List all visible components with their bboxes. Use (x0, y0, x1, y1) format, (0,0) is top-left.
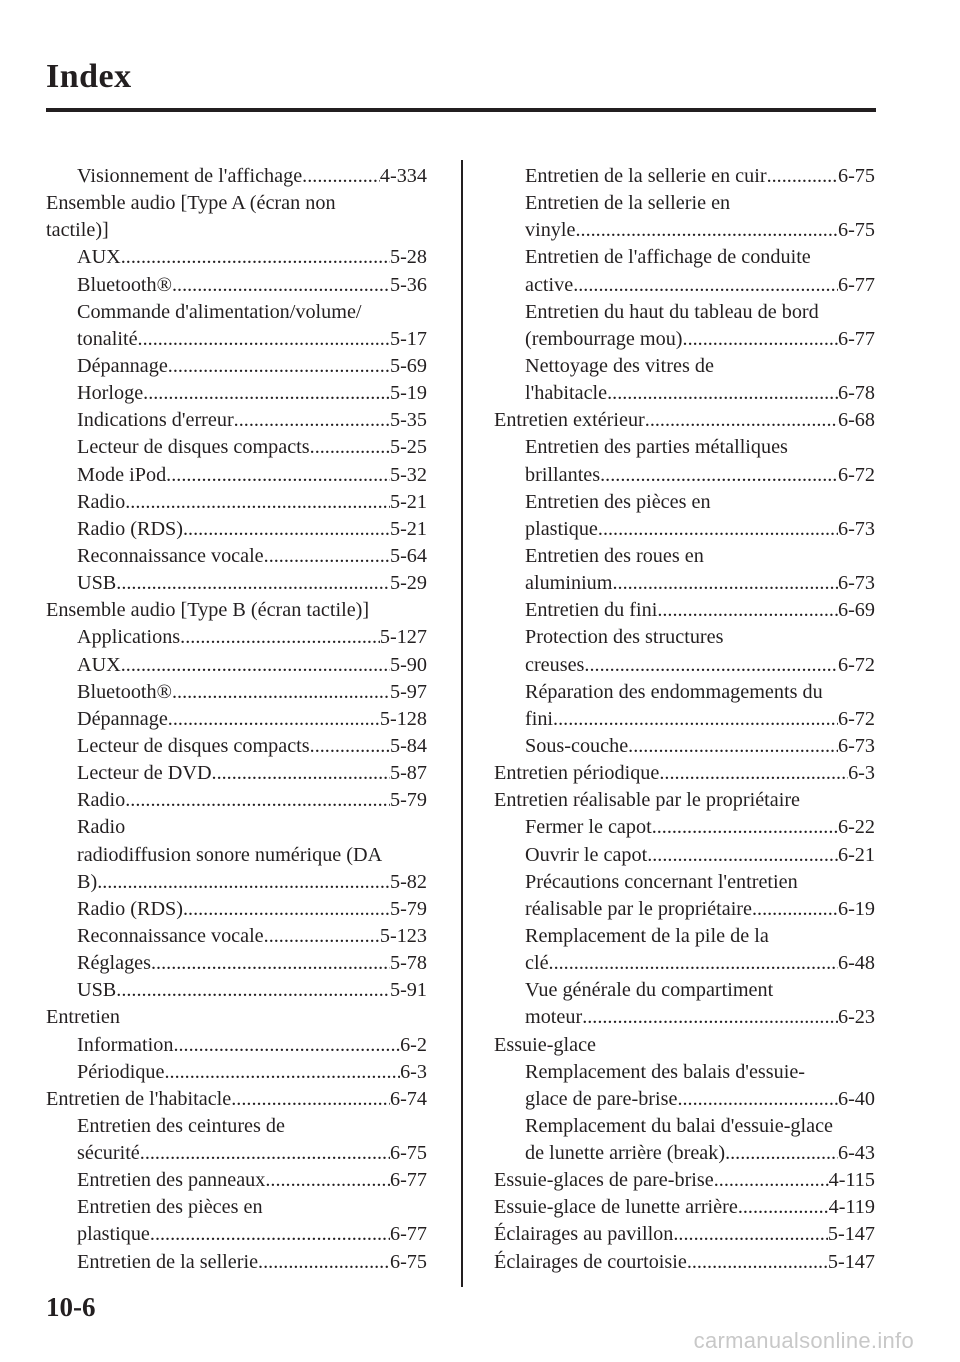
index-entry-page: 6-23 (837, 1006, 875, 1029)
index-entry-text: fini (525, 707, 554, 730)
index-entry (46, 570, 427, 597)
index-entry (494, 407, 875, 434)
dot-leader (150, 1221, 390, 1248)
dot-leader (138, 326, 390, 353)
index-entry (46, 923, 427, 950)
index-entry-text: Commande d'alimentation/volume/ (77, 300, 362, 323)
index-entry (494, 787, 875, 814)
index-entry-page: 6-3 (848, 762, 875, 785)
index-entry (494, 652, 875, 679)
dot-leader (645, 407, 838, 434)
index-entry (494, 1059, 875, 1086)
index-entry (46, 842, 427, 869)
dot-leader (168, 353, 390, 380)
index-entry-text: Radio (77, 789, 126, 812)
index-entry-page: 6-75 (837, 165, 875, 187)
index-entry (46, 1167, 427, 1194)
index-entry-text: réalisable par le propriétaire (525, 897, 752, 920)
index-entry (46, 543, 427, 570)
index-entry (46, 380, 427, 407)
index-entry (46, 760, 427, 787)
dot-leader (121, 244, 390, 271)
dot-leader (652, 814, 838, 841)
index-entry-page: 6-40 (837, 1087, 875, 1110)
index-entry-text: active (525, 273, 574, 296)
index-entry-text: radiodiffusion sonore numérique (DA (77, 843, 383, 866)
index-entry-text: sécurité (77, 1142, 140, 1165)
index-entry-text: Réglages (77, 952, 151, 975)
index-entry-text: Sous-couche (525, 734, 629, 757)
dot-leader (598, 516, 838, 543)
index-entry-page: 6-48 (837, 952, 875, 975)
index-entry (494, 163, 875, 190)
index-entry-text: Vue générale du compartiment (525, 979, 774, 1002)
index-entry (494, 733, 875, 760)
index-entry (494, 977, 875, 1004)
dot-leader (183, 896, 390, 923)
index-entry-text: AUX (77, 653, 121, 676)
index-entry-page: 5-36 (389, 273, 427, 296)
index-entry-text: Éclairages au pavillon (494, 1223, 674, 1246)
index-entry (494, 760, 875, 787)
index-entry-page: 6-68 (837, 409, 875, 432)
index-entry-text: Ensemble audio [Type A (écran non (46, 192, 336, 215)
dot-leader (628, 733, 838, 760)
dot-leader (151, 950, 390, 977)
index-entry (46, 1032, 427, 1059)
index-entry (494, 353, 875, 380)
index-entry-page: 5-147 (827, 1250, 875, 1273)
index-entry (494, 570, 875, 597)
index-entry-text: Entretien extérieur (494, 409, 645, 432)
index-entry-text: plastique (77, 1223, 150, 1246)
index-entry (494, 1004, 875, 1031)
index-entry-text: Dépannage (77, 354, 168, 377)
dot-leader (659, 760, 848, 787)
dot-leader (767, 163, 838, 190)
index-entry-text: Applications (77, 626, 181, 649)
dot-leader (573, 272, 838, 299)
index-entry (494, 1086, 875, 1113)
dot-leader (140, 1140, 390, 1167)
index-entry-text: B) (77, 870, 98, 893)
index-entry (494, 1032, 875, 1059)
index-entry-text: USB (77, 979, 117, 1002)
index-entry (494, 624, 875, 651)
index-entry-page: 5-21 (389, 517, 427, 540)
index-entry (46, 950, 427, 977)
index-entry-page: 4-115 (828, 1169, 875, 1192)
index-entry-text: tactile)] (46, 219, 109, 242)
index-entry-text: Entretien des roues en (525, 544, 704, 567)
index-entry-page: 6-72 (837, 707, 875, 730)
index-entry-text: Entretien périodique (494, 762, 660, 785)
index-entry-page: 5-19 (389, 382, 427, 405)
index-entry (494, 1140, 875, 1167)
index-entry-text: Ouvrir le capot (525, 843, 648, 866)
dot-leader (231, 1086, 390, 1113)
dot-leader (258, 1249, 390, 1276)
index-entry-text: Réparation des endommagements du (525, 680, 823, 703)
index-entry (494, 679, 875, 706)
index-entry-page: 6-3 (400, 1060, 427, 1083)
index-entry (46, 814, 427, 841)
index-entry-text: Radio (77, 816, 126, 839)
index-entry (494, 1167, 875, 1194)
index-entry-text: glace de pare-brise (525, 1087, 678, 1110)
index-entry-text: Reconnaissance vocale (77, 544, 264, 567)
dot-leader (553, 706, 838, 733)
page-title: Index (46, 58, 132, 95)
index-entry (46, 462, 427, 489)
dot-leader (164, 1059, 400, 1086)
index-entry (494, 326, 875, 353)
index-entry-text: Mode iPod (77, 463, 167, 486)
index-entry-text: Ensemble audio [Type B (écran tactile)] (46, 599, 370, 622)
dot-leader (584, 652, 838, 679)
index-entry (46, 896, 427, 923)
index-entry-page: 6-75 (389, 1250, 427, 1273)
dot-leader (683, 326, 838, 353)
index-entry (494, 1221, 875, 1248)
dot-leader (143, 380, 390, 407)
index-entry-page: 5-17 (389, 327, 427, 350)
index-entry (46, 733, 427, 760)
dot-leader (168, 706, 380, 733)
index-entry (46, 1059, 427, 1086)
index-entry-page: 5-78 (389, 952, 427, 975)
index-entry-text: Entretien des panneaux (77, 1169, 266, 1192)
index-entry-text: de lunette arrière (break) (525, 1142, 726, 1165)
index-entry (46, 1194, 427, 1221)
index-entry (494, 597, 875, 624)
index-entry-page: 5-84 (389, 734, 427, 757)
index-entry-text: Lecteur de disques compacts (77, 734, 310, 757)
index-entry-page: 6-72 (837, 463, 875, 486)
index-entry-text: tonalité (77, 327, 138, 350)
index-entry-text: Lecteur de disques compacts (77, 436, 310, 459)
index-entry (494, 434, 875, 461)
index-entry-text: Entretien de l'affichage de conduite (525, 246, 811, 269)
index-entry-text: Radio (RDS) (77, 517, 183, 540)
index-entry-page: 5-25 (389, 436, 427, 459)
index-entry (494, 190, 875, 217)
index-entry (46, 1086, 427, 1113)
index-entry (46, 679, 427, 706)
index-entry (494, 244, 875, 271)
index-entry (494, 462, 875, 489)
dot-leader (116, 570, 390, 597)
index-entry-page: 6-72 (837, 653, 875, 676)
index-entry-text: Remplacement du balai d'essuie-glace (525, 1114, 834, 1137)
index-entry-text: Nettoyage des vitres de (525, 354, 714, 377)
index-entry (46, 624, 427, 651)
index-entry (46, 1113, 427, 1140)
dot-leader (264, 923, 380, 950)
dot-leader (172, 272, 390, 299)
index-entry-page: 6-77 (837, 327, 875, 350)
index-entry-text: Bluetooth® (77, 273, 172, 296)
index-entry-text: Bluetooth® (77, 680, 172, 703)
index-entry-text: Entretien de la sellerie (77, 1250, 259, 1273)
index-entry-text: Dépannage (77, 707, 168, 730)
index-entry-text: Remplacement des balais d'essuie- (525, 1060, 806, 1083)
index-entry (46, 1140, 427, 1167)
index-entry-text: Entretien des pièces en (525, 490, 711, 513)
header-rule (46, 108, 876, 112)
index-entry (46, 244, 427, 271)
dot-leader (125, 787, 390, 814)
index-entry (494, 869, 875, 896)
index-entry (46, 977, 427, 1004)
dot-leader (265, 1167, 390, 1194)
index-entry-page: 5-28 (389, 246, 427, 269)
index-entry (46, 434, 427, 461)
dot-leader (121, 652, 390, 679)
index-entry-page: 6-21 (837, 843, 875, 866)
index-entry-page: 6-73 (837, 572, 875, 595)
index-entry-page: 6-43 (837, 1142, 875, 1165)
dot-leader (125, 489, 390, 516)
dot-leader (166, 462, 390, 489)
index-entry-text: Information (77, 1033, 174, 1056)
index-entry-page: 4-119 (828, 1196, 875, 1219)
dot-leader (687, 1249, 828, 1276)
index-entry (46, 489, 427, 516)
dot-leader (657, 597, 838, 624)
index-entry (46, 190, 427, 217)
index-entry (46, 1249, 427, 1276)
watermark: carmanualsonline.info (693, 1328, 914, 1353)
index-entry-text: moteur (525, 1006, 583, 1029)
index-entry-text: Lecteur de DVD (77, 762, 212, 785)
index-entry-page: 5-79 (389, 789, 427, 812)
index-column-left (46, 163, 427, 1276)
dot-leader (607, 380, 838, 407)
index-entry (46, 652, 427, 679)
index-entry-text: Entretien des pièces en (77, 1196, 263, 1219)
index-entry-page: 5-82 (389, 870, 427, 893)
index-entry-text: Essuie-glaces de pare-brise (494, 1169, 714, 1192)
index-entry (494, 217, 875, 244)
index-entry (494, 814, 875, 841)
dot-leader (173, 1032, 400, 1059)
index-entry (46, 1221, 427, 1248)
index-entry-page: 5-90 (389, 653, 427, 676)
dot-leader (600, 462, 838, 489)
column-divider (461, 160, 463, 1287)
index-entry (46, 516, 427, 543)
index-entry (494, 299, 875, 326)
index-entry (46, 869, 427, 896)
index-entry-page: 5-128 (379, 707, 427, 730)
dot-leader (647, 842, 838, 869)
index-entry-text: Entretien de la sellerie en (525, 192, 731, 215)
index-entry-page: 6-69 (837, 599, 875, 622)
index-entry-page: 5-91 (389, 979, 427, 1002)
index-entry-text: Horloge (77, 382, 144, 405)
dot-leader (310, 733, 390, 760)
index-entry-text: Essuie-glace de lunette arrière (494, 1196, 738, 1219)
index-entry-page: 6-22 (837, 816, 875, 839)
dot-leader (738, 1194, 829, 1221)
index-entry-text: clé (525, 952, 549, 975)
index-entry (494, 543, 875, 570)
index-entry-text: Entretien de l'habitacle (46, 1087, 232, 1110)
index-entry (46, 326, 427, 353)
dot-leader (172, 679, 390, 706)
index-entry (494, 842, 875, 869)
index-entry-page: 6-77 (837, 273, 875, 296)
dot-leader (549, 950, 838, 977)
index-entry (46, 163, 427, 190)
index-entry-text: Visionnement de l'affichage (77, 165, 303, 187)
index-entry-text: vinyle (525, 219, 576, 242)
index-entry (494, 896, 875, 923)
index-entry-text: Périodique (77, 1060, 165, 1083)
index-entry (46, 407, 427, 434)
index-entry-text: aluminium (525, 572, 613, 595)
index-entry-page: 6-77 (389, 1223, 427, 1246)
index-entry-text: l'habitacle (525, 382, 608, 405)
index-entry (494, 950, 875, 977)
dot-leader (752, 896, 838, 923)
index-entry-text: brillantes (525, 463, 601, 486)
index-entry-text: Précautions concernant l'entretien (525, 870, 798, 893)
index-entry (46, 787, 427, 814)
index-entry-page: 6-73 (837, 517, 875, 540)
index-entry-text: Entretien des ceintures de (77, 1114, 285, 1137)
dot-leader (264, 543, 390, 570)
index-entry-page: 5-123 (379, 924, 427, 947)
index-column-right (494, 163, 875, 1276)
index-entry-text: Radio (77, 490, 126, 513)
index-entry-page: 5-147 (827, 1223, 875, 1246)
index-entry (46, 272, 427, 299)
index-entry-page: 6-73 (837, 734, 875, 757)
index-entry-text: Fermer le capot (525, 816, 652, 839)
index-entry-text: Radio (RDS) (77, 897, 183, 920)
dot-leader (97, 869, 390, 896)
index-entry (46, 217, 427, 244)
dot-leader (612, 570, 838, 597)
index-entry-text: Entretien du fini (525, 599, 658, 622)
index-entry (494, 1113, 875, 1140)
index-entry-page: 5-21 (389, 490, 427, 513)
index-entry-text: USB (77, 572, 117, 595)
index-entry-page: 5-87 (389, 762, 427, 785)
dot-leader (677, 1086, 838, 1113)
index-entry-page: 6-2 (400, 1033, 427, 1056)
index-entry-page: 6-74 (389, 1087, 427, 1110)
index-entry-page: 5-97 (389, 680, 427, 703)
dot-leader (234, 407, 390, 434)
index-entry-page: 6-78 (837, 382, 875, 405)
index-entry-page: 5-127 (379, 626, 427, 649)
index-entry-text: creuses (525, 653, 585, 676)
dot-leader (302, 163, 380, 190)
dot-leader (582, 1004, 838, 1031)
index-entry (46, 597, 427, 624)
index-entry-text: Indications d'erreur (77, 409, 234, 432)
dot-leader (310, 434, 390, 461)
index-entry-page: 4-334 (379, 165, 427, 187)
index-entry (494, 1194, 875, 1221)
index-entry-page: 5-35 (389, 409, 427, 432)
index-entry-text: Entretien des parties métalliques (525, 436, 788, 459)
index-entry-text: Essuie-glace (494, 1033, 597, 1056)
index-entry-text: Entretien du haut du tableau de bord (525, 300, 819, 323)
index-entry (494, 516, 875, 543)
dot-leader (116, 977, 390, 1004)
index-entry-page: 5-32 (389, 463, 427, 486)
index-entry-text: AUX (77, 246, 121, 269)
index-entry-text: Entretien de la sellerie en cuir (525, 165, 767, 187)
index-entry-page: 6-75 (837, 219, 875, 242)
page-number: 10-6 (46, 1292, 96, 1322)
index-entry (494, 1249, 875, 1276)
dot-leader (212, 760, 390, 787)
index-entry (494, 489, 875, 516)
dot-leader (673, 1221, 828, 1248)
index-entry-text: Reconnaissance vocale (77, 924, 264, 947)
index-entry-text: plastique (525, 517, 598, 540)
index-entry (494, 272, 875, 299)
index-entry (46, 706, 427, 733)
index-entry (494, 923, 875, 950)
dot-leader (725, 1140, 838, 1167)
index-entry (46, 353, 427, 380)
index-entry-page: 6-77 (389, 1169, 427, 1192)
index-entry-text: Protection des structures (525, 626, 724, 649)
index-entry-text: Remplacement de la pile de la (525, 924, 769, 947)
index-entry-page: 5-29 (389, 572, 427, 595)
index-entry-text: Éclairages de courtoisie (494, 1250, 687, 1273)
dot-leader (180, 624, 380, 651)
index-entry (46, 299, 427, 326)
dot-leader (183, 516, 390, 543)
index-entry-page: 6-75 (389, 1142, 427, 1165)
index-entry (46, 1004, 427, 1031)
index-entry-text: (rembourrage mou) (525, 327, 683, 350)
index-entry-page: 5-69 (389, 354, 427, 377)
index-entry-text: Entretien (46, 1006, 120, 1029)
index-entry (494, 706, 875, 733)
index-entry-page: 5-79 (389, 897, 427, 920)
index-entry (494, 380, 875, 407)
index-entry-text: Entretien réalisable par le propriétaire (494, 789, 801, 812)
dot-leader (714, 1167, 829, 1194)
index-entry-page: 6-19 (837, 897, 875, 920)
dot-leader (575, 217, 838, 244)
index-entry-page: 5-64 (389, 544, 427, 567)
